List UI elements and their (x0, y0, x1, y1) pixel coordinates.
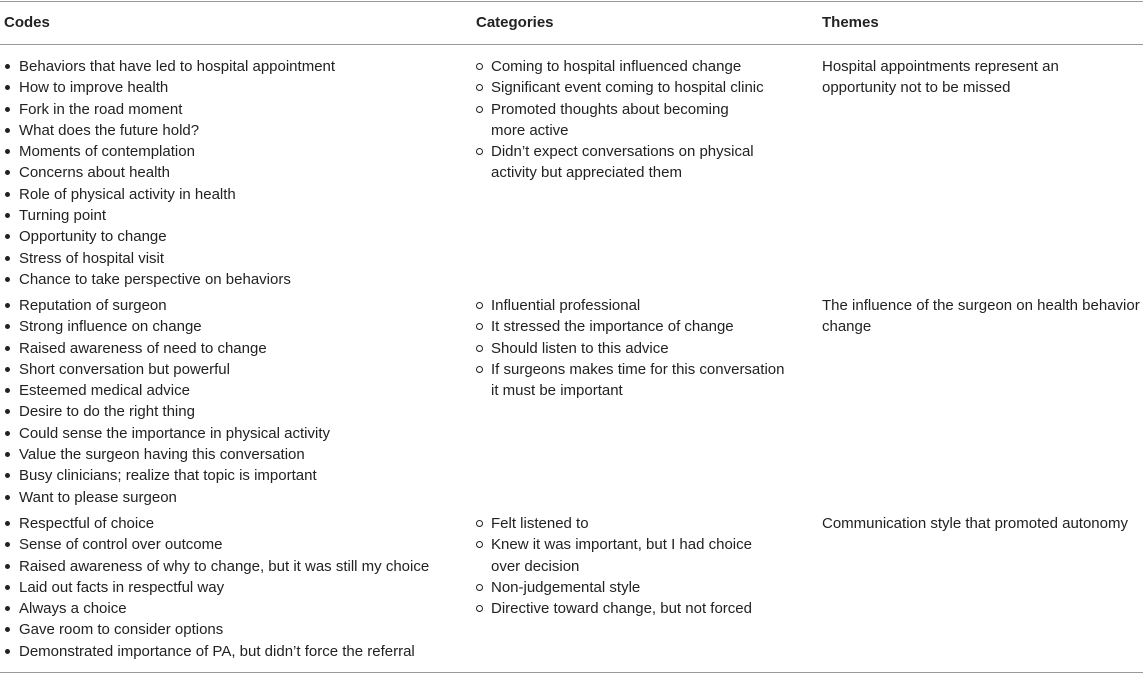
header-codes: Codes (4, 14, 50, 31)
header-categories: Categories (476, 14, 554, 31)
list-item: Coming to hospital influenced change (476, 56, 766, 77)
list-item: Strong influence on change (4, 316, 470, 337)
list-item: Stress of hospital visit (4, 248, 470, 269)
list-item: Short conversation but powerful (4, 359, 470, 380)
theme-text: Communication style that promoted autonomy (822, 515, 1128, 532)
list-item: Behaviors that have led to hospital appointment (4, 56, 470, 77)
categories-list (476, 56, 766, 184)
list-item: Raised awareness of need to change (4, 338, 470, 359)
codes-cell (4, 56, 470, 290)
list-item: Turning point (4, 205, 470, 226)
list-item: Want to please surgeon (4, 487, 470, 508)
list-item: Desire to do the right thing (4, 401, 470, 422)
list-item: Fork in the road moment (4, 99, 470, 120)
list-item: If surgeons makes time for this conversation it must be important (476, 359, 796, 402)
list-item: Concerns about health (4, 162, 470, 183)
list-item: Chance to take perspective on behaviors (4, 269, 470, 290)
theme-text: Hospital appointments represent an opportunity not to be missed (822, 58, 1059, 97)
list-item: Respectful of choice (4, 513, 470, 534)
categories-cell (476, 513, 776, 619)
list-item: Influential professional (476, 295, 796, 316)
theme-text: The influence of the surgeon on health behavior change (822, 297, 1140, 336)
list-item: Role of physical activity in health (4, 184, 470, 205)
list-item: Always a choice (4, 598, 470, 619)
list-item: Demonstrated importance of PA, but didn’t force the referral (4, 641, 470, 662)
list-item: What does the future hold? (4, 120, 470, 141)
list-item: Raised awareness of why to change, but it was still my choice (4, 556, 470, 577)
list-item: Significant event coming to hospital clinic (476, 77, 766, 98)
list-item: Didn’t expect conversations on physical activity but appreciated them (476, 141, 766, 184)
categories-list (476, 295, 796, 401)
list-item: Value the surgeon having this conversation (4, 444, 470, 465)
list-item: Sense of control over outcome (4, 534, 470, 555)
list-item: Busy clinicians; realize that topic is important (4, 465, 470, 486)
table-bottom-rule (0, 672, 1143, 673)
theme-cell (822, 295, 1143, 338)
list-item: Could sense the importance in physical activity (4, 423, 470, 444)
codes-cell (4, 295, 470, 508)
codes-list (4, 56, 470, 290)
list-item: Felt listened to (476, 513, 776, 534)
list-item: Knew it was important, but I had choice over decision (476, 534, 776, 577)
list-item: Promoted thoughts about becoming more active (476, 99, 741, 142)
list-item: Directive toward change, but not forced (476, 598, 776, 619)
header-themes: Themes (822, 14, 879, 31)
list-item: Laid out facts in respectful way (4, 577, 470, 598)
table-top-rule (0, 1, 1143, 2)
list-item: Non-judgemental style (476, 577, 776, 598)
categories-cell (476, 56, 766, 184)
theme-cell (822, 513, 1143, 534)
table-header (0, 12, 1143, 34)
list-item: Reputation of surgeon (4, 295, 470, 316)
codes-list (4, 295, 470, 508)
list-item: Should listen to this advice (476, 338, 796, 359)
list-item: Esteemed medical advice (4, 380, 470, 401)
list-item: How to improve health (4, 77, 470, 98)
list-item: Moments of contemplation (4, 141, 470, 162)
codes-cell (4, 513, 470, 662)
categories-cell (476, 295, 796, 401)
list-item: Opportunity to change (4, 226, 470, 247)
codes-list (4, 513, 470, 662)
list-item: It stressed the importance of change (476, 316, 796, 337)
list-item: Gave room to consider options (4, 619, 470, 640)
theme-cell (822, 56, 1082, 99)
categories-list (476, 513, 776, 619)
table-header-rule (0, 44, 1143, 45)
